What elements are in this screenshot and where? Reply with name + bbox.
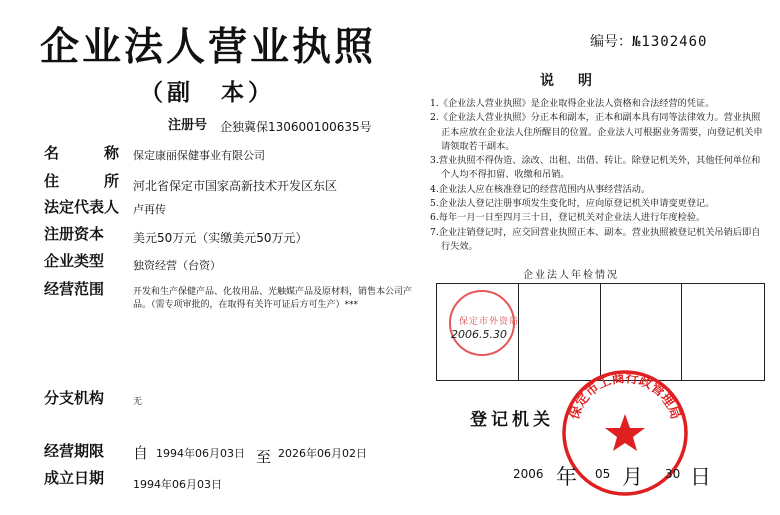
- period-label: 经营期限: [44, 442, 105, 460]
- capital-label: 注册资本: [44, 225, 105, 243]
- capital-value: 美元50万元（实缴美元50万元）: [133, 231, 308, 245]
- type-label: 企业类型: [44, 252, 105, 270]
- inspection-cell: [437, 284, 519, 380]
- inspection-signature: 2006.5.30: [451, 328, 507, 341]
- inspection-cell: [519, 284, 601, 380]
- address-value: 河北省保定市国家高新技术开发区东区: [133, 179, 338, 193]
- explanation-title: 说明: [540, 73, 616, 89]
- issue-year: 2006: [513, 467, 544, 481]
- period-to: 2026年06月02日: [278, 447, 367, 460]
- issue-day-char: 日: [690, 465, 711, 489]
- serial-number: [590, 31, 707, 51]
- explanation-item: 4.企业法人应在核准登记的经营范围内从事经营活动。: [430, 183, 651, 195]
- registration-label: 注册号: [168, 118, 208, 133]
- founded-value: 1994年06月03日: [133, 478, 222, 491]
- branch-value: 无: [133, 397, 143, 407]
- explanation-item: 1.《企业法人营业执照》是企业取得企业法人资格和合法经营的凭证。: [430, 98, 715, 109]
- copy-type-subtitle: （副 本）: [140, 80, 275, 106]
- issue-month: 05: [595, 467, 611, 481]
- period-to-word: 至: [256, 448, 272, 466]
- serial-label: 编号：: [590, 34, 632, 50]
- issue-day: 30: [665, 467, 681, 481]
- inspection-stamp: [449, 290, 520, 356]
- inspection-stamp-text: 保定市外资局: [459, 317, 520, 327]
- annual-inspection-title: 企业法人年检情况: [523, 270, 619, 281]
- issue-month-char: 月: [622, 465, 643, 489]
- scope-label: 经营范围: [44, 280, 105, 298]
- issue-year-char: 年: [556, 465, 577, 489]
- seal-star-icon: [605, 414, 645, 451]
- period-from-word: 自: [133, 444, 149, 462]
- explanation-item: 3.营业执照不得伪造、涂改、出租、出借、转让。除登记机关外，其他任何单位和个人均不得扣留、收缴和吊销。: [430, 155, 761, 181]
- name-label: 名 称: [44, 144, 120, 162]
- scope-value: 开发和生产保健产品、化妆用品、光触媒产品及原材料，销售本公司产品。（需专项审批的，在取得有关许可证后方可生产）***: [133, 287, 413, 310]
- legal-rep-value: 卢再传: [133, 203, 166, 216]
- explanation-item: 7.企业注销登记时，应交回营业执照正本、副本。营业执照被登记机关吊销后即自行失效。: [430, 226, 761, 252]
- type-value: 独资经营（台资）: [133, 259, 221, 272]
- registration-number: 企独冀保130600100635号: [220, 120, 372, 134]
- page-title: 企业法人营业执照: [40, 25, 377, 70]
- name-value: 保定康丽保健事业有限公司: [133, 149, 265, 162]
- serial-value: №1302460: [632, 34, 708, 50]
- legal-rep-label: 法定代表人: [44, 198, 120, 216]
- inspection-cell: [601, 284, 683, 380]
- explanation-list: [430, 97, 765, 254]
- explanation-item: 6.每年一月一日至四月三十日，登记机关对企业法人进行年度检验。: [430, 212, 706, 224]
- explanation-item: 2.《企业法人营业执照》分正本和副本，正本和副本具有同等法律效力。营业执照正本应放在企业法人住所醒目的位置。企业法人可根据业务需要，向登记机关申请领取若干副本。: [430, 112, 763, 152]
- period-from: 1994年06月03日: [156, 447, 245, 460]
- address-label: 住 所: [44, 172, 120, 190]
- explanation-item: 5.企业法人登记注册事项发生变化时，应向原登记机关申请变更登记。: [430, 198, 715, 210]
- founded-label: 成立日期: [44, 469, 105, 487]
- seal-text: 保定市工商行政管理局: [567, 370, 683, 422]
- branch-label: 分支机构: [44, 389, 105, 407]
- registration-authority-label: 登记机关: [470, 410, 554, 430]
- annual-inspection-table: [436, 283, 765, 381]
- inspection-cell: [682, 284, 764, 380]
